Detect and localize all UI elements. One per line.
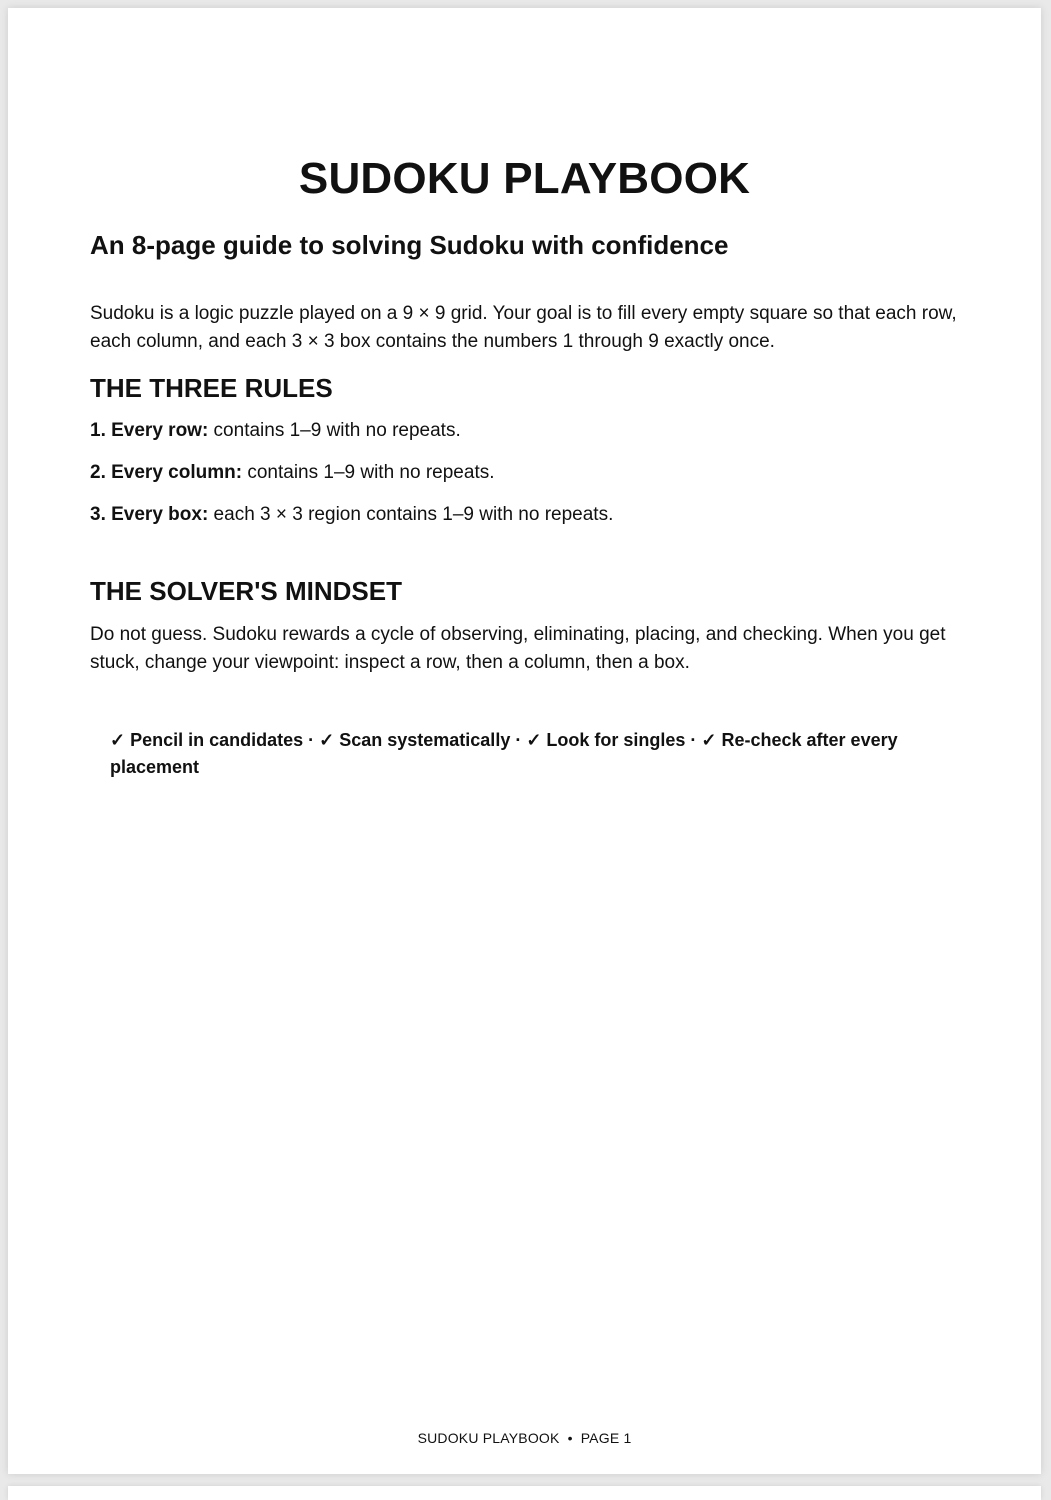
- page-footer: [8, 1430, 1041, 1446]
- page-subtitle: An 8-page guide to solving Sudoku with confidence: [90, 230, 729, 260]
- rule-item: [90, 503, 970, 527]
- rule-item: [90, 461, 970, 485]
- rule-label: 2. Every column:: [90, 462, 243, 483]
- document-page: [8, 8, 1041, 1474]
- footer-separator: •: [567, 1430, 573, 1446]
- page-title: SUDOKU PLAYBOOK: [298, 154, 751, 203]
- rule-text: each 3 × 3 region contains 1–9 with no repeats.: [208, 504, 614, 525]
- next-page-edge: [8, 1486, 1041, 1500]
- rule-item: [90, 419, 970, 443]
- rule-text: contains 1–9 with no repeats.: [208, 420, 461, 441]
- tips-checklist: ✓ Pencil in candidates · ✓ Scan systematically · ✓ Look for singles · ✓ Re-check after every placement: [110, 730, 898, 777]
- footer-title: SUDOKU PLAYBOOK: [417, 1430, 560, 1446]
- mindset-heading: THE SOLVER'S MINDSET: [90, 576, 402, 606]
- rule-text: contains 1–9 with no repeats.: [242, 462, 495, 483]
- intro-paragraph: Sudoku is a logic puzzle played on a 9 × 9 grid. Your goal is to fill every empty square so that each row, each column, and each 3 × 3 box contains the numbers 1 through 9 exactly once.: [90, 303, 957, 352]
- footer-page-number: PAGE 1: [580, 1430, 632, 1446]
- rule-label: 3. Every box:: [90, 504, 209, 525]
- rules-heading: THE THREE RULES: [90, 373, 333, 403]
- rule-label: 1. Every row:: [90, 420, 209, 441]
- mindset-paragraph: Do not guess. Sudoku rewards a cycle of observing, eliminating, placing, and checking. When you get stuck, change your viewpoint: inspect a row, then a column, then a box.: [90, 624, 946, 673]
